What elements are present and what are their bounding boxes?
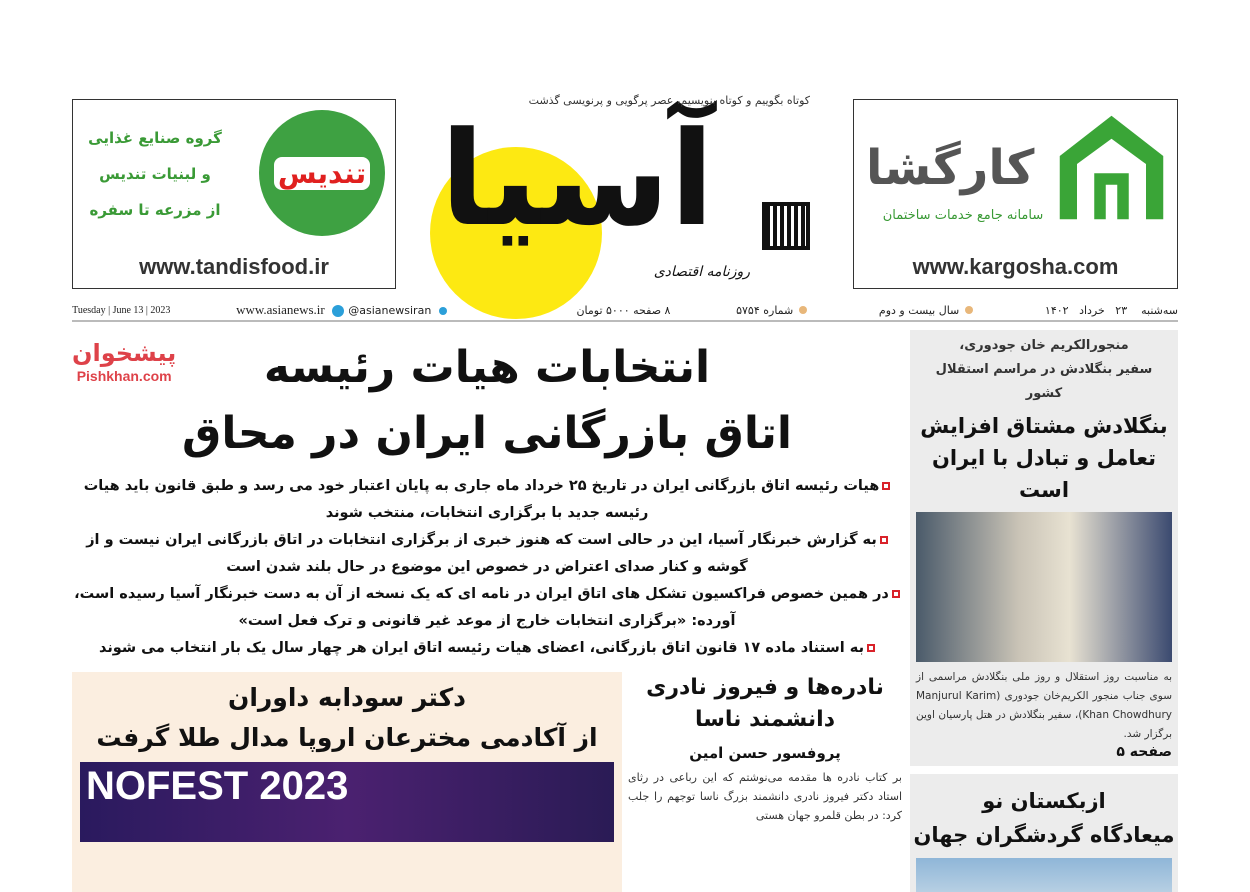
tandis-ad[interactable] [72,99,396,289]
bullet-item: به استناد ماده ۱۷ قانون اتاق بازرگانی، اعضای هیات رئیسه اتاق ایران هر چهار سال یک بار انتخاب می شوند [72,635,902,662]
sidebar-kicker: منجورالکریم خان جودوری، سفیر بنگلادش در مراسم استقلال کشور [935,338,1153,401]
issue-date: سه‌شنبه ۲۳ خرداد ۱۴۰۲ [1044,303,1178,317]
sidebar-story[interactable] [910,330,1178,766]
ad-tagline: گروه صنایع غذایی و لبنیات تندیس از مزرعه تا سفره [88,129,222,219]
lead-bullets [72,473,902,662]
sidebar-headline: ازبکستان نو میعادگاه گردشگران جهان [913,789,1175,847]
bullet-item: به گزارش خبرنگار آسیا، این در حالی است که هنوز خبری از برگزاری انتخابات در اتاق بازرگانی ایران نیست و از گوشه و کنار صدای اعتراض در خصوص این موضوع در حال بلند شدن است [72,527,902,581]
kargosha-ad[interactable] [853,99,1178,289]
ad-brand: کارگشا [866,140,1035,196]
sidebar-story-2[interactable] [910,774,1178,892]
ambassador-photo [916,512,1172,662]
website-link[interactable]: www.asianews.ir [236,302,325,317]
sidebar-headline: بنگلادش مشتاق افزایش تعامل و تبادل با ایران است [920,414,1168,502]
tandis-logo: تندیس [259,110,385,236]
pishkhan-watermark: پیشخوان Pishkhan.com [72,339,177,384]
photo-caption: به مناسبت روز استقلال و روز ملی بنگلادش مراسمی از سوی جناب منجور الکریم‌خان جودوری (Manjurul Karim Khan Chowdhury)، سفیر بنگلادش در هتل پارسیان اوین برگزار شد. [916,671,1172,740]
feature-story[interactable] [72,672,622,892]
house-logo-icon [1054,110,1169,225]
english-date: Tuesday | June 13 | 2023 [72,304,171,316]
masthead-tagline: کوتاه بگوییم و کوتاه بنویسیم، عصر پرگویی و پرنویسی گذشت [528,94,810,107]
ad-url[interactable]: www.tandisfood.ir [139,254,329,279]
story-title: نادره‌ها و فیروز نادری دانشمند ناسا [646,675,884,732]
story-body: بر کتاب نادره ها مقدمه می‌نوشتم که این رباعی در رثای استاد دکتر فیروز نادری دانشمند بزرگ ناسا توجهم را جلب کرد: در بطن قلمرو جهان هستی [628,771,902,822]
bullet-item: هیات رئیسه اتاق بازرگانی ایران در تاریخ ۲۵ خرداد ماه جاری به پایان اعتبار خود می رسد و طبق قانون باید هیات رئیسه جدید با برگزاری انتخابات، منتخب شوند [72,473,902,527]
qr-code-icon[interactable] [762,202,810,250]
verified-icon [439,307,447,315]
masthead [430,92,810,297]
social-handle[interactable]: @asianewsiran [348,304,432,317]
telegram-icon [332,305,344,317]
bullet-item: در همین خصوص فراکسیون تشکل های اتاق ایران در نامه ای که یک نسخه از آن به دست خبرنگار آسیا رسیده است، آورده: «برگزاری انتخابات خارج از موعد غیر قانونی و ترک فعل است» [72,581,902,635]
social-links [236,302,451,318]
ad-url[interactable]: www.kargosha.com [912,254,1119,279]
middle-column-story[interactable] [628,672,902,892]
main-headline[interactable]: انتخابات هیات رئیسه اتاق بازرگانی ایران در محاق پیشخوان Pishkhan.com [72,339,792,459]
right-column [910,330,1178,892]
issue-number: شماره ۵۷۵۴ [736,304,813,317]
nofest-image: NOFEST 2023 [80,762,614,842]
price: ۸ صفحه ۵۰۰۰ تومان [576,303,671,317]
volume: سال بیست و دوم [879,304,979,317]
masthead-subtitle: روزنامه اقتصادی [653,264,750,280]
ad-subtitle: سامانه جامع خدمات ساختمان [882,208,1044,223]
main-column [72,335,902,892]
page-reference[interactable]: صفحه ۵ [1116,744,1172,760]
bottom-row [72,672,902,892]
uzbekistan-photo [916,858,1172,892]
author: پروفسور حسن امین [689,744,841,762]
feature-headline: دکتر سودابه داوران از آکادمی مخترعان اروپا مدال طلا گرفت [96,683,598,752]
newspaper-title: آسیا [440,103,715,255]
info-bar [72,300,1178,322]
